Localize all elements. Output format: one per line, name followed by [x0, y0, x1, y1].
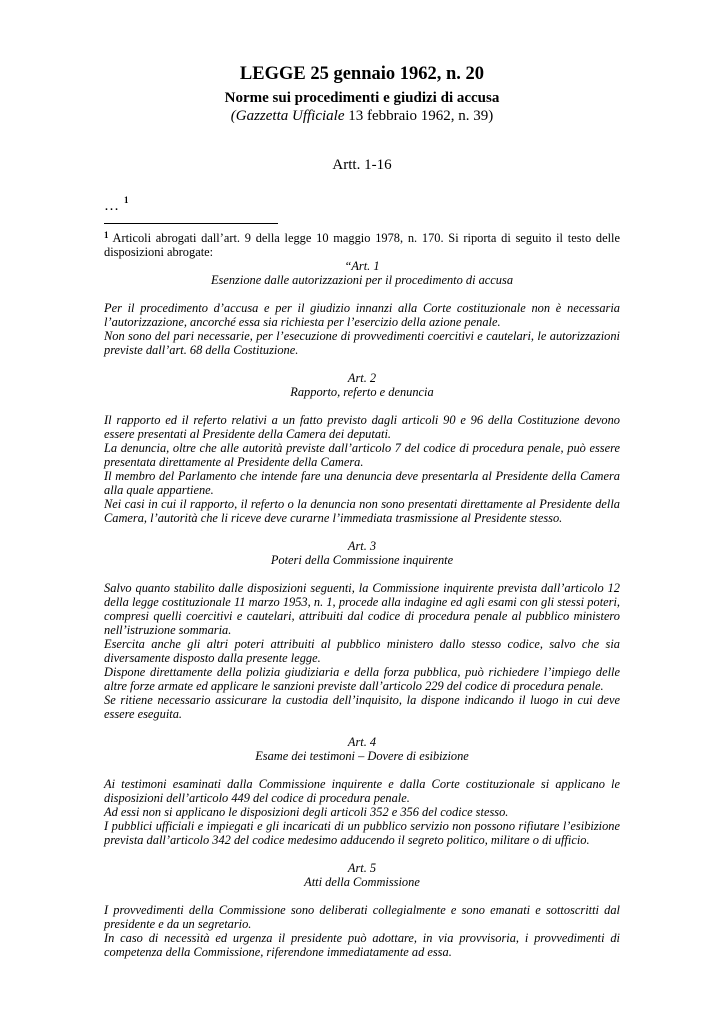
article-number: Art. 3 — [347, 539, 377, 553]
article-paragraph: Dispone direttamente della polizia giudiziaria e della forza pubblica, può richiedere l’impiego delle altre forze armate ed applicare le sanzioni previste dall’articolo 229 del codice di procedura penale. — [104, 665, 620, 693]
article-paragraph: Ai testimoni esaminati dalla Commissione inquirente e dalla Corte costituzionale si applicano le disposizioni dell’articolo 449 del codice di procedura penale. — [104, 777, 620, 805]
law-title: LEGGE 25 gennaio 1962, n. 20 — [239, 64, 485, 84]
article-number: Art. 2 — [347, 371, 377, 385]
article-paragraph: Esercita anche gli altri poteri attribuiti al pubblico ministero dallo stesso codice, salvo che sia diversamente disposto dalla presente legge. — [104, 637, 620, 665]
article-heading: Rapporto, referto e denuncia — [290, 385, 434, 399]
article-paragraph: In caso di necessità ed urgenza il presidente può adottare, in via provvisoria, i provvedimenti di competenza della Commissione, riferendone immediatamente ad essa. — [104, 931, 620, 959]
ellipsis: … — [104, 198, 119, 214]
article-paragraph: Ad essi non si applicano le disposizioni degli articoli 352 e 356 del codice stesso. — [104, 805, 509, 819]
article-number: Art. 4 — [347, 735, 377, 749]
gazzetta-date: 13 febbraio 1962, n. 39) — [344, 108, 494, 124]
article-paragraph: La denuncia, oltre che alle autorità previste dall’articolo 7 del codice di procedura penale, può essere presentata direttamente al Presidente della Camera. — [104, 441, 620, 469]
article-heading: Esame dei testimoni – Dovere di esibizione — [255, 749, 469, 763]
article-paragraph: Se ritiene necessario assicurare la custodia dell’inquisito, la dispone indicando il luogo in cui deve essere eseguita. — [104, 693, 620, 721]
article-paragraph: Il membro del Parlamento che intende fare una denuncia deve presentarla al Presidente della Camera alla quale appartiene. — [104, 469, 620, 497]
article-number: Art. 5 — [347, 861, 377, 875]
article-paragraph: I provvedimenti della Commissione sono deliberati collegialmente e sono emanati e sottoscritti dal presidente e da un segretario. — [104, 903, 620, 931]
article-number: “Art. 1 — [344, 259, 380, 273]
article-heading: Esenzione dalle autorizzazioni per il procedimento di accusa — [210, 273, 514, 287]
articles-range: Artt. 1-16 — [332, 157, 392, 173]
article-paragraph: Il rapporto ed il referto relativi a un fatto previsto dagli articoli 90 e 96 della Costituzione devono essere presentati al Presidente della Camera dei deputati. — [104, 413, 620, 441]
article-paragraph: Nei casi in cui il rapporto, il referto o la denuncia non sono presentati direttamente al Presidente della Camera, l’autorità che li riceve deve curarne l’immediata trasmissione al Presidente stesso. — [104, 497, 620, 525]
footnote-separator — [104, 223, 278, 224]
article-heading: Poteri della Commissione inquirente — [270, 553, 454, 567]
footnote-reference[interactable]: 1 — [124, 195, 129, 205]
omitted-text-marker — [104, 191, 129, 215]
article-heading: Atti della Commissione — [304, 875, 420, 889]
footnote-number: 1 — [104, 230, 109, 240]
article-paragraph: Salvo quanto stabilito dalle disposizioni seguenti, la Commissione inquirente prevista dall’articolo 12 della legge costituzionale 11 marzo 1953, n. 1, procede alla indagine ed agli esami con gli stessi poteri, compresi quelli coercitivi e cautelari, attribuiti dal codice di procedura penale al pubblico ministero nell’istruzione sommaria. — [104, 581, 620, 637]
law-subtitle: Norme sui procedimenti e giudizi di accusa — [224, 90, 500, 106]
footnote — [104, 228, 620, 959]
gazzetta-reference — [0, 107, 724, 125]
footnote-intro — [104, 228, 620, 259]
article-paragraph: Per il procedimento d’accusa e per il giudizio innanzi alla Corte costituzionale non è necessaria l’autorizzazione, ancorché essa sia richiesta per l’esercizio della azione penale. — [104, 301, 620, 329]
article-paragraph: I pubblici ufficiali e impiegati e gli incaricati di un pubblico servizio non possono rifiutare l’esibizione prevista dall’articolo 342 del codice medesimo adducendo il segreto politico, militare o di ufficio. — [104, 819, 620, 847]
article-paragraph: Non sono del pari necessarie, per l’esecuzione di provvedimenti coercitivi e cautelari, le autorizzazioni previste dall’art. 68 della Costituzione. — [104, 329, 620, 357]
gazzetta-name: (Gazzetta Ufficiale — [230, 108, 345, 124]
footnote-intro-text: Articoli abrogati dall’art. 9 della legge 10 maggio 1978, n. 170. Si riporta di seguito il testo delle disposizioni abrogate: — [104, 231, 620, 259]
